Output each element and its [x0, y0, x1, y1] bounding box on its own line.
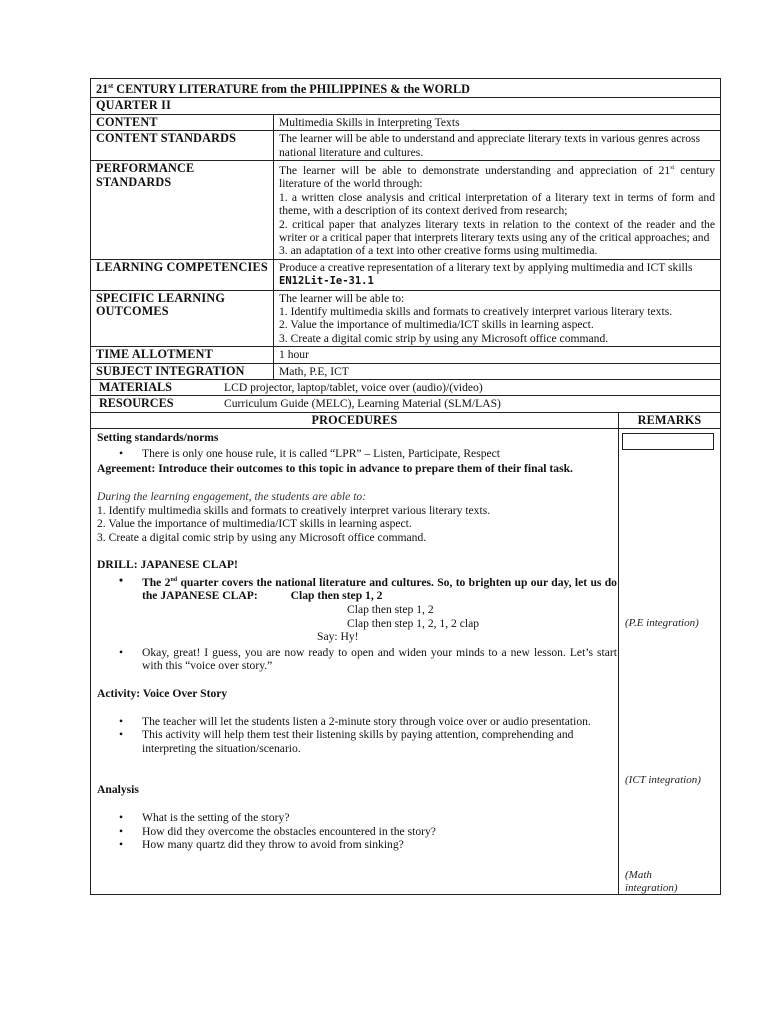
- materials-value: LCD projector, laptop/tablet, voice over (audio)/(video): [224, 381, 483, 395]
- specific-outcomes-row: [91, 290, 721, 347]
- analysis-question: • How many quartz did they throw to avoid from sinking?: [97, 838, 617, 852]
- specific-outcomes-label: SPECIFIC LEARNING OUTCOMES: [91, 290, 274, 347]
- lesson-plan-page: [90, 78, 720, 895]
- resources-row: [91, 396, 721, 412]
- clap-line: Clap then step 1, 2, 1, 2 clap: [347, 616, 480, 630]
- setting-title: Setting standards/norms: [97, 431, 219, 445]
- during-text: During the learning engagement, the students are able to:: [97, 490, 367, 504]
- analysis-question: • What is the setting of the story?: [97, 811, 617, 825]
- procedures-header: PROCEDURES: [91, 412, 619, 428]
- content-standards-row: [91, 131, 721, 161]
- clap-line: Clap then step 1, 2: [347, 603, 434, 617]
- subject-integration-value: Math, P.E, ICT: [274, 363, 721, 379]
- remark-pe: (P.E integration): [625, 617, 699, 630]
- learning-competencies-value: Produce a creative representation of a literary text by applying multimedia and ICT skills EN12Lit-Ie-31.1: [274, 259, 721, 290]
- okay-text: • Okay, great! I guess, you are now ready to open and widen your minds to a new lesson. Let’s start with this “voice over story.”: [97, 646, 617, 673]
- agreement-text: Agreement: Introduce their outcomes to this topic in advance to prepare them of their final task.: [97, 462, 573, 476]
- time-allotment-label: TIME ALLOTMENT: [91, 347, 274, 363]
- procedures-body-row: [91, 429, 721, 895]
- content-row: [91, 114, 721, 130]
- outcome-item: 1. Identify multimedia skills and formats to creatively interpret various literary texts.: [279, 305, 673, 319]
- drill-instruction: • The 2nd quarter covers the national literature and cultures. So, to brighten up our day, let us do the JAPANESE CLAP: Clap then step 1, 2: [97, 574, 617, 603]
- performance-standards-value: [274, 161, 721, 260]
- learning-competencies-label: LEARNING COMPETENCIES: [91, 259, 274, 290]
- activity-title: Activity: Voice Over Story: [97, 687, 228, 701]
- content-label: CONTENT: [91, 114, 274, 130]
- content-value: Multimedia Skills in Interpreting Texts: [274, 114, 721, 130]
- performance-standard-item: 2. critical paper that analyzes literary texts in relation to the context of the reader and the writer or a critical paper that interprets literary texts using any of the critical approaches; and: [279, 217, 716, 244]
- engagement-outcome: 1. Identify multimedia skills and formats to creatively interpret various literary texts.: [97, 503, 491, 517]
- quarter-row: [91, 98, 721, 114]
- remarks-empty-box: [622, 433, 714, 450]
- content-standards-label: CONTENT STANDARDS: [91, 131, 274, 161]
- activity-bullet: • The teacher will let the students listen a 2-minute story through voice over or audio presentation.: [97, 715, 597, 729]
- content-standards-value: The learner will be able to understand and appreciate literary texts in various genres across national literature and cultures.: [274, 131, 721, 161]
- drill-title: DRILL: JAPANESE CLAP!: [97, 558, 238, 572]
- resources-cell: [91, 396, 721, 412]
- title-row: [91, 79, 721, 98]
- engagement-outcome: 2. Value the importance of multimedia/ICT skills in learning aspect.: [97, 517, 412, 531]
- remarks-header: REMARKS: [619, 412, 721, 428]
- setting-rule: • There is only one house rule, it is called “LPR” – Listen, Participate, Respect: [97, 447, 617, 461]
- procedures-body: [91, 429, 619, 895]
- resources-value: Curriculum Guide (MELC), Learning Material (SLM/LAS): [224, 397, 501, 411]
- competency-code: EN12Lit-Ie-31.1: [279, 275, 374, 288]
- remarks-body: [619, 429, 721, 895]
- materials-row: [91, 380, 721, 396]
- remark-math: (Math integration): [625, 869, 678, 895]
- resources-label: RESOURCES: [99, 396, 174, 411]
- performance-standards-intro: The learner will be able to demonstrate understanding and appreciation of 21st century literature of the world through:: [279, 163, 716, 191]
- learning-competencies-row: [91, 259, 721, 290]
- time-allotment-value: 1 hour: [274, 347, 721, 363]
- specific-outcomes-intro: The learner will be able to:: [279, 291, 405, 305]
- performance-standard-item: 3. an adaptation of a text into other creative forms using multimedia.: [279, 244, 598, 258]
- outcome-item: 2. Value the importance of multimedia/ICT skills in learning aspect.: [279, 318, 594, 332]
- materials-cell: [91, 380, 721, 396]
- clap-line: Say: Hy!: [317, 630, 359, 644]
- engagement-outcome: 3. Create a digital comic strip by using any Microsoft office command.: [97, 530, 427, 544]
- procedures-header-row: [91, 412, 721, 428]
- time-allotment-row: [91, 347, 721, 363]
- performance-standard-item: 1. a written close analysis and critical interpretation of a literary text in terms of form and theme, with a description of its context derived from research;: [279, 190, 716, 218]
- activity-bullet: • This activity will help them test their listening skills by paying attention, comprehending and interpreting the situation/scenario.: [97, 728, 597, 755]
- analysis-title: Analysis: [97, 783, 139, 797]
- quarter-label: QUARTER II: [91, 98, 721, 114]
- subject-integration-label: SUBJECT INTEGRATION: [91, 363, 274, 379]
- materials-label: MATERIALS: [99, 380, 172, 395]
- document-title: 21st CENTURY LITERATURE from the PHILIPPINES & the WORLD: [91, 79, 721, 98]
- performance-standards-label: PERFORMANCE STANDARDS: [91, 161, 274, 260]
- remark-ict: (ICT integration): [625, 774, 701, 787]
- performance-standards-row: [91, 161, 721, 260]
- analysis-question: • How did they overcome the obstacles encountered in the story?: [97, 825, 617, 839]
- specific-outcomes-value: [274, 290, 721, 347]
- subject-integration-row: [91, 363, 721, 379]
- lesson-plan-table: [90, 78, 721, 895]
- outcome-item: 3. Create a digital comic strip by using any Microsoft office command.: [279, 331, 609, 345]
